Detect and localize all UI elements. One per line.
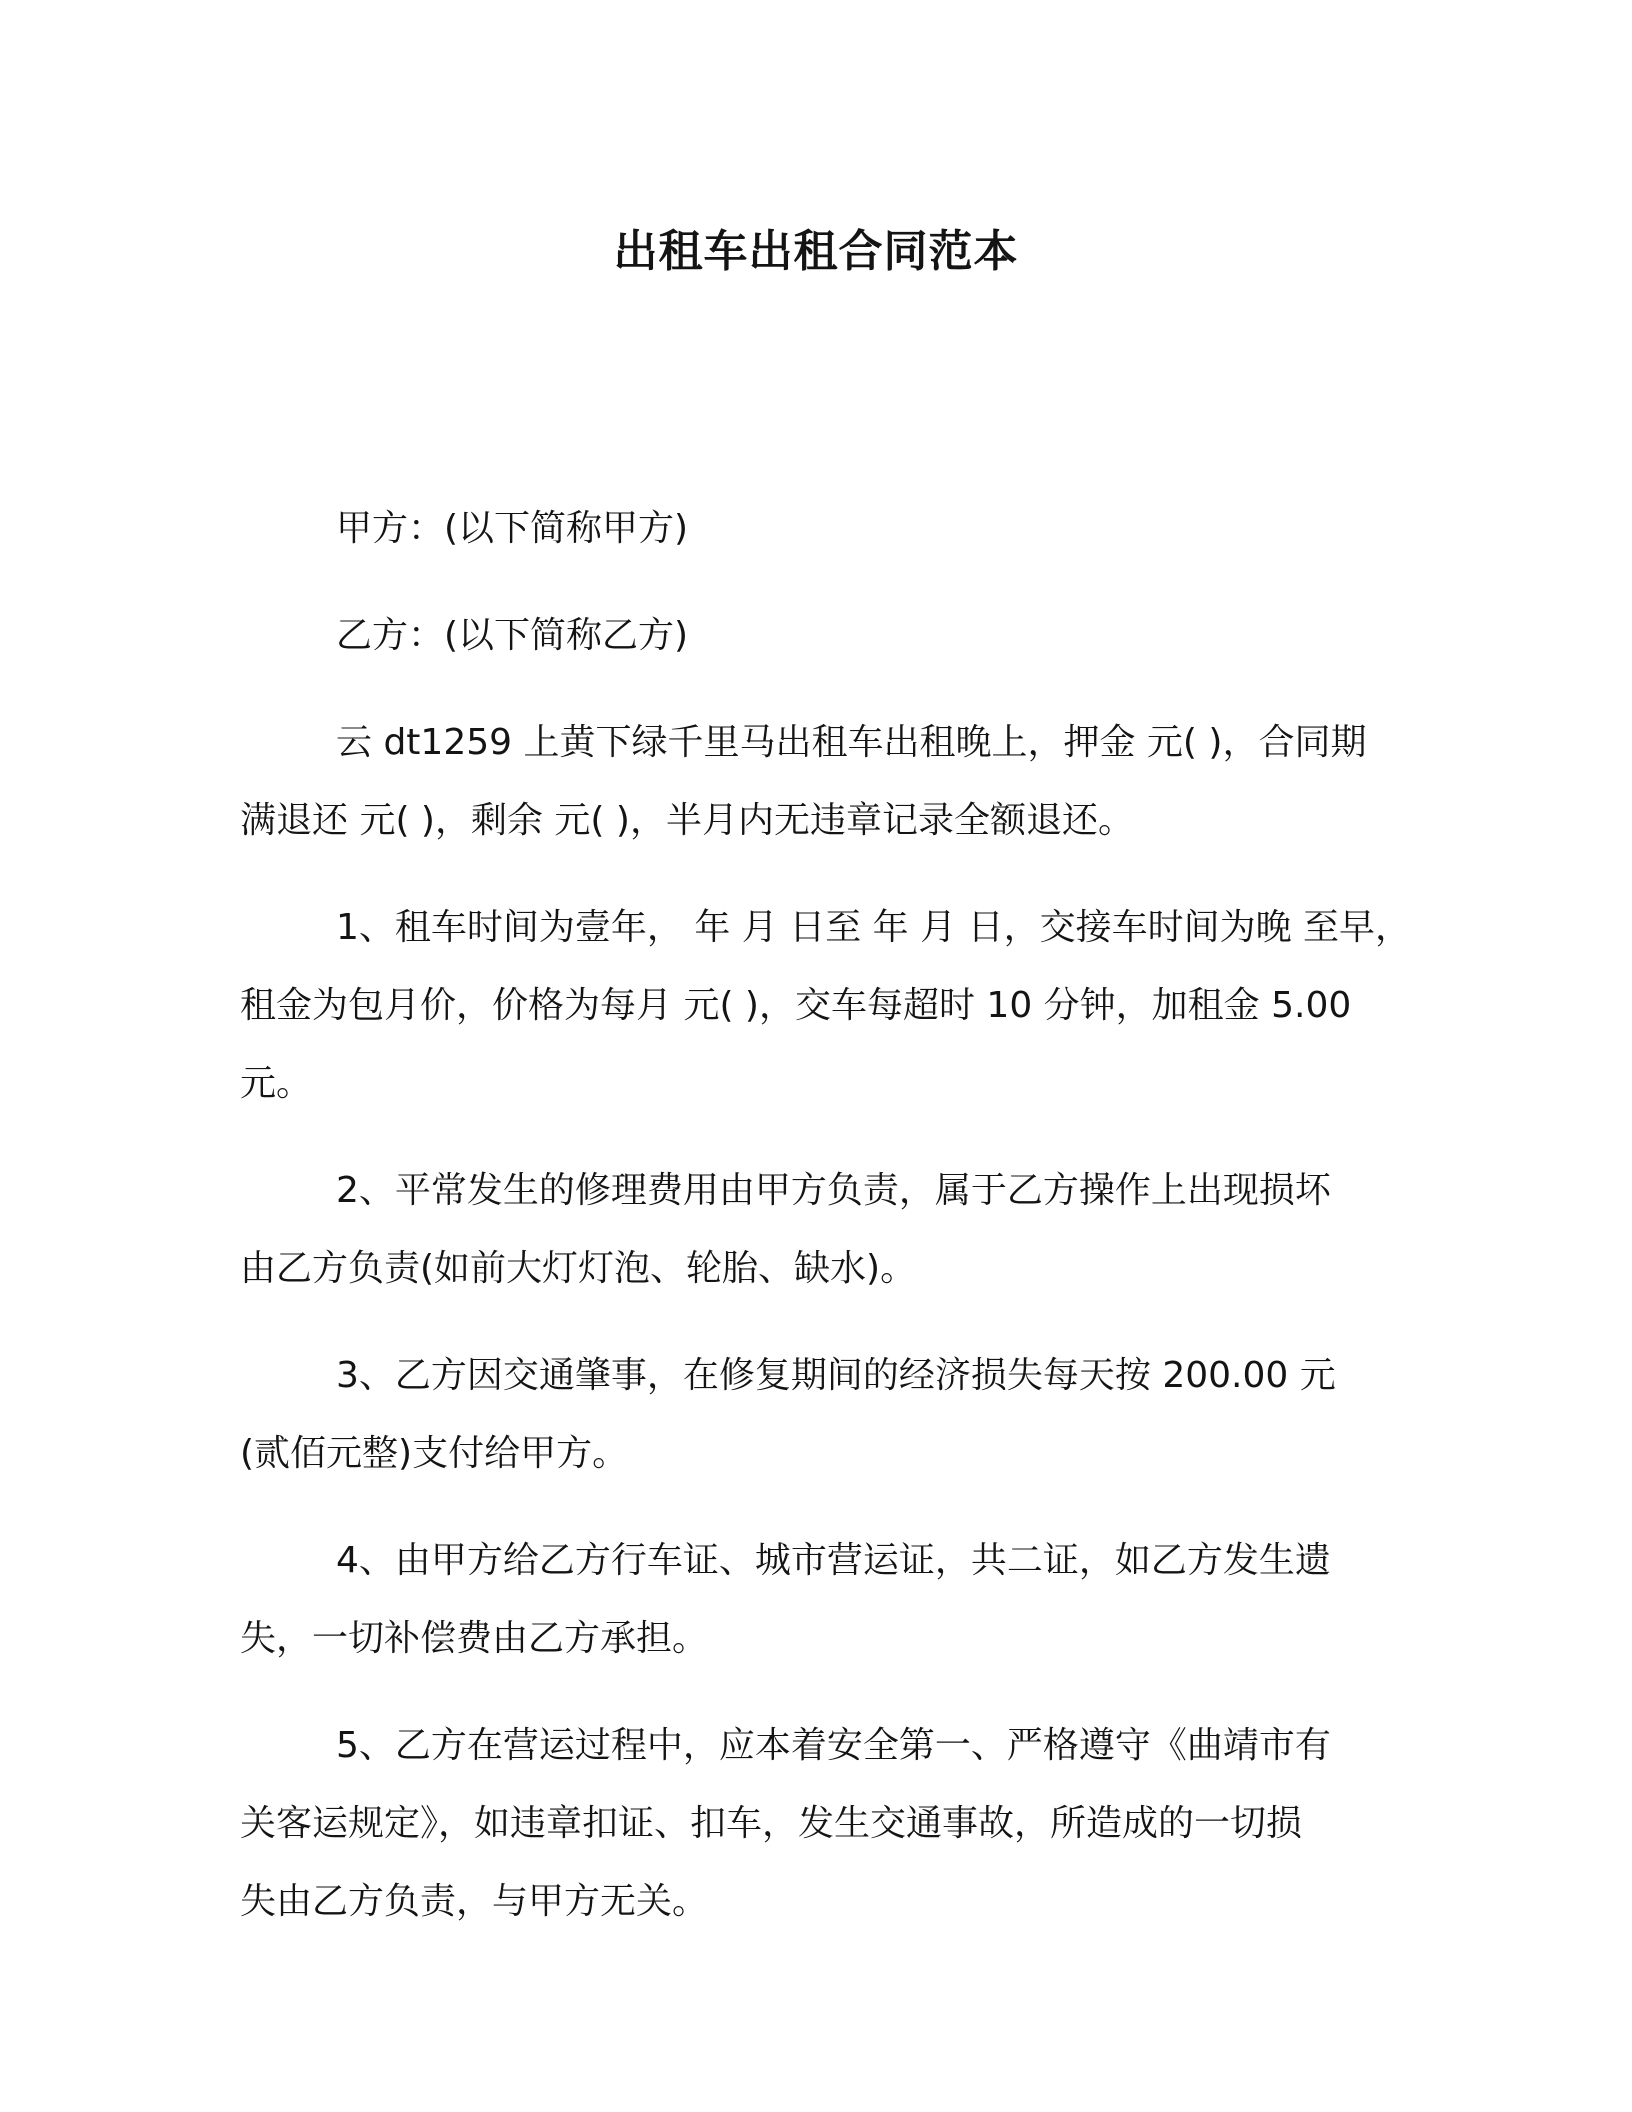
paragraph-line: 云 dt1259 上黄下绿千里马出租车出租晚上，押金 元( )，合同期 [336,722,1367,763]
paragraph-line: 2、平常发生的修理费用由甲方负责，属于乙方操作上出现损坏 [336,1170,1331,1211]
paragraph-line: 关客运规定》，如违章扣证、扣车，发生交通事故，所造成的一切损 [240,1803,1303,1844]
paragraph-line: (贰佰元整)支付给甲方。 [240,1433,629,1474]
paragraph-line: 元。 [240,1063,313,1104]
clause-2-paragraph [240,1152,1430,1308]
paragraph-line: 1、租车时间为壹年， 年 月 日至 年 月 日，交接车时间为晚 至早， [336,907,1412,948]
clause-1-paragraph [240,889,1430,1123]
clause-4-paragraph [240,1522,1430,1678]
document-title: 出租车出租合同范本 [613,226,1019,277]
paragraph-line: 租金为包月价，价格为每月 元( )，交车每超时 10 分钟，加租金 5.00 [240,985,1352,1026]
paragraph-line: 失，一切补偿费由乙方承担。 [240,1618,709,1659]
paragraph-line: 由乙方负责(如前大灯灯泡、轮胎、缺水)。 [240,1248,917,1289]
paragraph-line: 乙方：(以下简称乙方) [336,615,689,656]
paragraph-line: 4、由甲方给乙方行车证、城市营运证，共二证，如乙方发生遗 [336,1540,1331,1581]
document-body [240,490,1430,1970]
paragraph-line: 满退还 元( )，剩余 元( )，半月内无违章记录全额退还。 [240,800,1134,841]
paragraph-line: 失由乙方负责，与甲方无关。 [240,1881,709,1922]
paragraph-line: 5、乙方在营运过程中，应本着安全第一、严格遵守《曲靖市有 [336,1725,1331,1766]
paragraph-line: 3、乙方因交通肇事，在修复期间的经济损失每天按 200.00 元 [336,1355,1336,1396]
party-a-line [240,490,1430,568]
paragraph-line: 甲方：(以下简称甲方) [336,508,689,549]
party-b-line [240,597,1430,675]
intro-paragraph [240,704,1430,860]
clause-3-paragraph [240,1337,1430,1493]
clause-5-paragraph [240,1707,1430,1941]
